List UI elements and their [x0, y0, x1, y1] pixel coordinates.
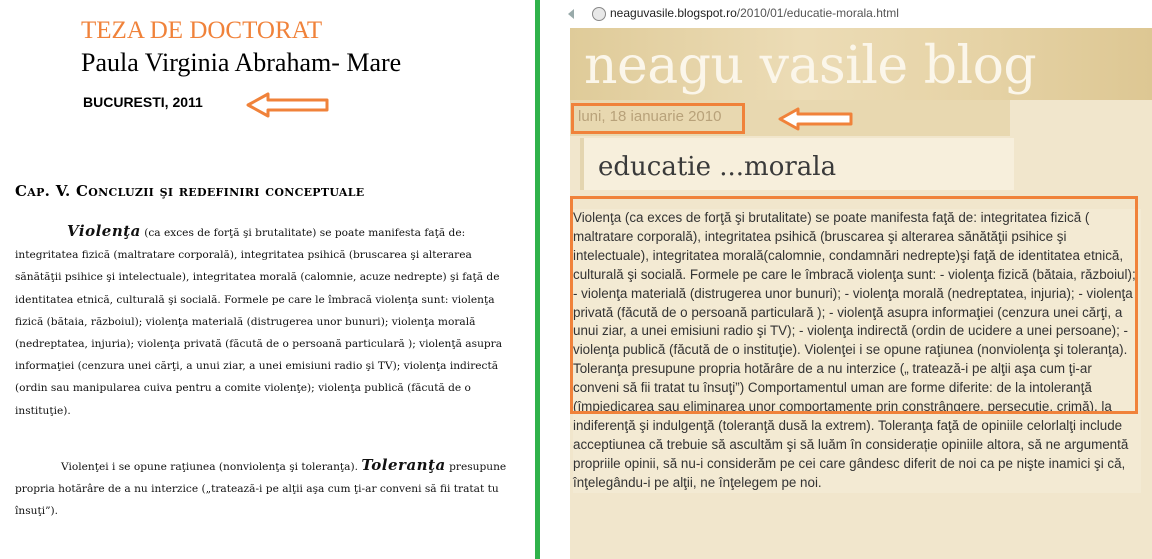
thesis-author: Paula Virginia Abraham- Mare: [81, 48, 402, 77]
date-highlight-box: [571, 103, 745, 134]
thesis-paragraph-violence: [15, 220, 520, 422]
paragraph-text: Violenţei i se opune raţiunea (nonviolenţa şi toleranţa).: [61, 461, 362, 473]
keyword-violenta: Violenţa: [67, 222, 141, 240]
chapter-heading: Cap. V. Concluzii şi redefiniri conceptuale: [15, 182, 365, 200]
paragraph-text: presupune propria hotărâre de a nu interzice („tratează-i pe alţii aşa cum ţi-ar conveni să fii tratat tu însuţi”).: [15, 461, 507, 518]
thesis-city-year: BUCURESTI, 2011: [83, 94, 203, 110]
url-path: /2010/01/educatie-morala.html: [736, 6, 899, 20]
browser-address-bar[interactable]: [540, 0, 1152, 28]
thesis-document-panel: [0, 0, 535, 559]
blog-screenshot-panel: [540, 0, 1152, 559]
text-highlight-box: [570, 196, 1138, 414]
site-icon: [592, 7, 606, 21]
arrow-left-icon: [246, 91, 330, 119]
scroll-left-icon[interactable]: [568, 9, 574, 19]
post-body-highlighted: Violenţa (ca exces de forţă şi brutalitate) se poate manifesta faţă de: integritatea fizică ( maltratare corporală), integritatea psihică (bruscarea şi alterarea sănătăţii psihice şi intelectuale), integritatea morală(calomnie, condamnări nedrepte)şi faţă de identitatea etnică, culturală şi socială. Formele pe care le îmbracă violenţa sunt: - violenţa fizică (bătaia, războiul); - violenţa materială (distrugerea unor bunuri); - violenţa morală (nedreptatea, injuria); - violenţa privată (făcută de o persoană particulară ); - violenţă asupra informaţiei (cenzura unei cărţi, a unui ziar, a unei emisiuni radio şi TV); - violenţa indirectă (ordin de ucidere a unei persoane); - violenţa publică (făcută de o instituţie). Violenţei i se opune raţiunea (nonviolenţa şi toleranţa). Toleranţa presupune propria hotărâre de a nu interzice („ tratează-i pe alţii aşa cum ţi-ar conveni să fii tratat tu însuţi”): [573, 210, 1136, 396]
post-date: luni, 18 ianuarie 2010: [578, 108, 722, 125]
arrow-left-icon: [778, 106, 854, 132]
blog-title[interactable]: neagu vasile blog: [584, 36, 1037, 96]
url-text[interactable]: [610, 6, 899, 20]
url-domain: neaguvasile.blogspot.ro: [610, 6, 737, 20]
post-title[interactable]: educatie ...morala: [598, 152, 837, 182]
keyword-toleranta: Toleranţa: [361, 456, 446, 474]
post-body-rest: Comportamentul uman are forme diferite: de la intoleranţă (împiedicarea sau eliminarea unor comportamente prin constrângere, persecuţie, crimă), la indiferenţă şi indulgenţă (toleranţă dusă la extrem). Toleranţa faţă de opiniile celorlalţi include acceptiunea că trebuie să ascultăm şi să luăm în considerație opiniile altora, să ne argumentă propriile opinii, să nu-i considerăm pe cei care gândesc diferit de noi ca pe nişte inamici şi că, înţelegându-i pe alţii, ne înţelegem pe noi.: [573, 380, 1129, 490]
thesis-paragraph-tolerance: [15, 454, 520, 523]
thesis-title: TEZA DE DOCTORAT: [81, 17, 323, 44]
paragraph-text: (ca exces de forţă şi brutalitate) se poate manifesta faţă de: integritatea fizică (maltratare corporală), integritatea psihică (bruscarea şi alterarea sănătăţii psihice şi intelectuale), integritatea morală (calomnie, acuze nedrepte) şi faţă de identitatea etnică, culturală şi socială. Formele pe care le îmbracă violenţa sunt: violenţa fizică (bătaia, războiul); violenţa materială (distrugerea unor bunuri); violenţa morală (nedreptatea, injuria); violenţa privată (făcută de o persoană particulară ); violenţă asupra informaţiei (cenzura unei cărţi, a unui ziar, a unei emisiuni radio şi TV); violenţa indirectă (ordin sau manipularea cuiva pentru a comite violenţe); violenţa publică (făcută de o instituţie).: [15, 227, 503, 417]
